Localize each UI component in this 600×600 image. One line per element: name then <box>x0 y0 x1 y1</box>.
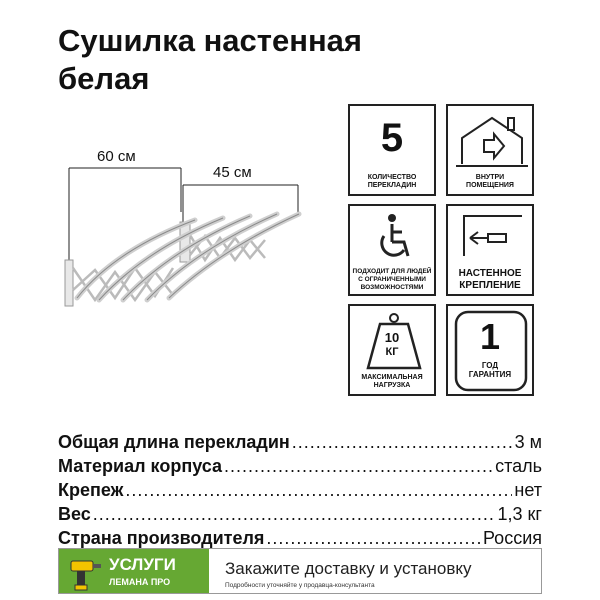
accessible-caption-1: ПОДХОДИТ ДЛЯ ЛЮДЕЙ <box>352 268 432 275</box>
spec-dots <box>224 456 493 477</box>
spec-row <box>58 432 542 456</box>
warranty-badge <box>446 304 534 396</box>
spec-value: Россия <box>482 528 542 548</box>
max-load-caption-1: МАКСИМАЛЬНАЯ <box>361 374 423 381</box>
spec-row <box>58 456 542 480</box>
banner-cta-text: Закажите доставку и установку <box>225 559 472 578</box>
warranty-caption-2: ГАРАНТИЯ <box>468 370 512 379</box>
indoor-caption-2: ПОМЕЩЕНИЯ <box>466 182 514 189</box>
spec-label: Вес <box>58 504 91 524</box>
spec-label: Страна производителя <box>58 528 265 548</box>
services-brand-sub: ЛЕМАНА ПРО <box>109 577 171 587</box>
indoor-badge <box>446 104 534 196</box>
services-brand: УСЛУГИ <box>109 555 176 574</box>
depth-dimension: 45 см <box>213 164 252 181</box>
max-load-caption-2: НАГРУЗКА <box>373 382 411 389</box>
accessible-badge <box>348 204 436 296</box>
accessible-caption-2: С ОГРАНИЧЕННЫМИ <box>358 276 426 283</box>
bars-count-number: 5 <box>380 116 404 160</box>
warranty-number: 1 <box>479 316 501 357</box>
indoor-caption-1: ВНУТРИ <box>475 174 505 181</box>
wall-mount-caption-2: КРЕПЛЕНИЕ <box>459 280 521 291</box>
specs-list <box>58 432 542 552</box>
spec-dots <box>125 480 512 501</box>
wall-mount-caption-1: НАСТЕННОЕ <box>458 268 522 279</box>
accessible-caption-3: ВОЗМОЖНОСТЯМИ <box>360 284 424 291</box>
services-brand-block <box>59 549 209 593</box>
page-title <box>58 22 578 98</box>
bars-caption-1: КОЛИЧЕСТВО <box>367 174 417 181</box>
banner-subtext: Подробности уточняйте у продавца-консультанта <box>225 582 375 589</box>
spec-dots <box>266 528 481 549</box>
spec-value: нет <box>514 480 542 500</box>
max-load-unit: КГ <box>385 346 399 358</box>
wall-mount-badge <box>446 204 534 296</box>
spec-label: Материал корпуса <box>58 456 222 476</box>
spec-row <box>58 480 542 504</box>
dryer-drawing <box>55 140 315 340</box>
product-illustration <box>55 140 315 340</box>
drill-icon <box>63 549 107 593</box>
bars-caption-2: ПЕРЕКЛАДИН <box>367 182 417 189</box>
max-load-badge <box>348 304 436 396</box>
title-line-1: Сушилка настенная <box>58 23 362 58</box>
spec-value: сталь <box>495 456 542 476</box>
max-load-value: 10 <box>384 330 400 345</box>
bars-count-badge <box>348 104 436 196</box>
spec-dots <box>93 504 496 525</box>
width-dimension: 60 см <box>97 148 136 165</box>
spec-label: Общая длина перекладин <box>58 432 290 452</box>
warranty-caption-1: ГОД <box>481 361 499 370</box>
spec-value: 1,3 кг <box>497 504 542 524</box>
spec-value: 3 м <box>514 432 542 452</box>
services-banner[interactable] <box>58 548 542 594</box>
spec-label: Крепеж <box>58 480 124 500</box>
title-line-2: белая <box>58 61 150 96</box>
spec-row <box>58 504 542 528</box>
spec-dots <box>292 432 513 453</box>
